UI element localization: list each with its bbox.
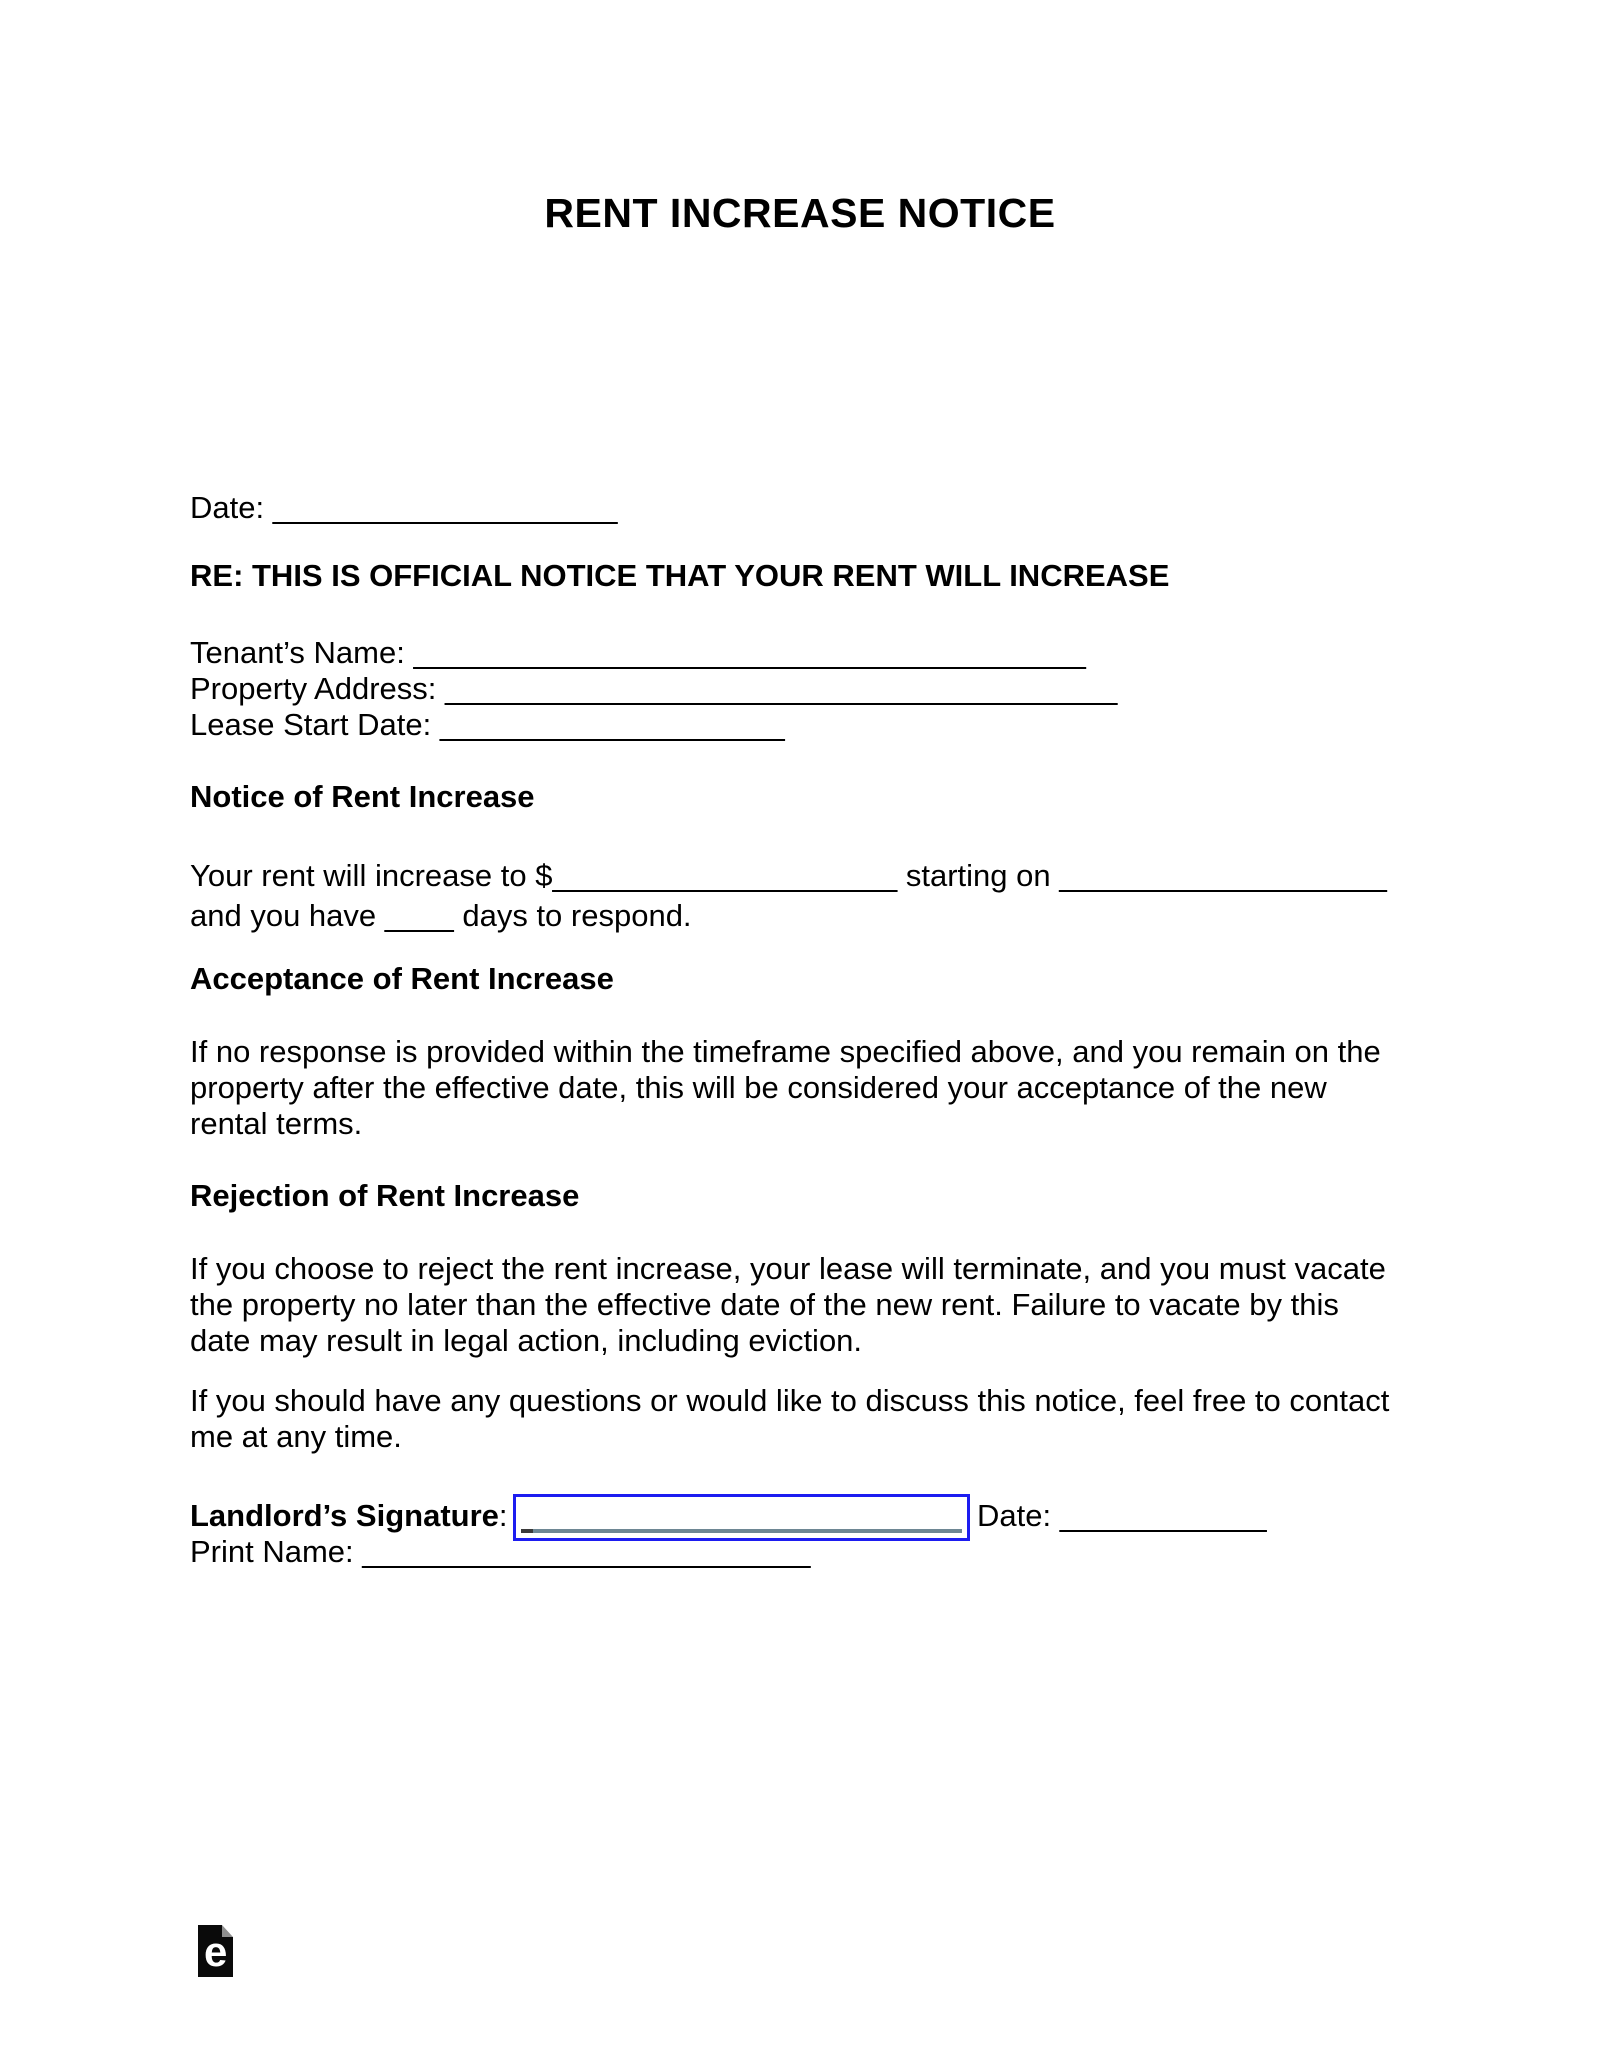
rent-increase-amount-row [190,856,1387,896]
signature-field-underline [521,1529,962,1533]
signature-date-blank-line: ____________ [1059,1498,1267,1533]
rejection-line-1: If you choose to reject the rent increase, your lease will terminate, and you must vacate [190,1251,1386,1286]
acceptance-line-2: property after the effective date, this will be considered your acceptance of the new [190,1070,1327,1105]
tenant-name-blank-line: _______________________________________ [413,635,1086,670]
acceptance-paragraph [190,1034,1450,1142]
date-blank-line: ____________________ [272,490,618,525]
notice-of-rent-increase-paragraph [190,856,1387,936]
acceptance-line-3: rental terms. [190,1106,363,1141]
print-name-row [190,1534,811,1570]
notice-of-rent-increase-heading: Notice of Rent Increase [190,779,535,814]
landlord-signature-label-row [190,1498,508,1534]
landlord-signature-label: Landlord’s Signature [190,1498,499,1533]
date-row [190,490,618,526]
print-name-label: Print Name: [190,1534,363,1569]
rent-increase-text-pre: Your rent will increase to $ [190,858,553,893]
print-name-blank-line: __________________________ [362,1534,811,1569]
property-address-label: Property Address: [190,671,446,706]
acceptance-heading: Acceptance of Rent Increase [190,961,614,996]
document-logo-icon [198,1925,233,1977]
tenant-info-block [190,635,1117,743]
property-address-blank-line: _______________________________________ [445,671,1118,706]
days-to-respond-row [190,896,1387,936]
tenant-name-row [190,635,1117,671]
page-title: RENT INCREASE NOTICE [544,190,1056,236]
contact-line-2: me at any time. [190,1419,402,1454]
logo-letter: e [204,1928,228,1975]
eforms-logo [198,1925,233,1977]
contact-line-1: If you should have any questions or would like to discuss this notice, feel free to contact [190,1383,1390,1418]
rent-amount-blank-line: ____________________ [552,858,898,893]
lease-start-date-blank-line: ____________________ [439,707,785,742]
contact-paragraph [190,1383,1450,1455]
signature-date-label: Date: [977,1498,1060,1533]
rent-increase-text-mid: starting on [897,858,1060,893]
tenant-name-label: Tenant’s Name: [190,635,414,670]
lease-start-date-row [190,707,1117,743]
start-date-blank-line: ___________________ [1059,858,1387,893]
property-address-row [190,671,1117,707]
acceptance-line-1: If no response is provided within the timeframe specified above, and you remain on the [190,1034,1381,1069]
landlord-signature-colon: : [498,1498,508,1533]
days-blank-line: ____ [384,898,454,933]
rejection-line-2: the property no later than the effective date of the new rent. Failure to vacate by this [190,1287,1339,1322]
signature-date-row [977,1498,1267,1534]
lease-start-date-label: Lease Start Date: [190,707,440,742]
rejection-paragraph [190,1251,1450,1359]
rejection-line-3: date may result in legal action, including eviction. [190,1323,863,1358]
rejection-heading: Rejection of Rent Increase [190,1178,580,1213]
date-label: Date: [190,490,273,525]
re-subject-line: RE: THIS IS OFFICIAL NOTICE THAT YOUR RENT WILL INCREASE [190,558,1170,593]
days-text-post: days to respond. [453,898,692,933]
days-text-pre: and you have [190,898,385,933]
